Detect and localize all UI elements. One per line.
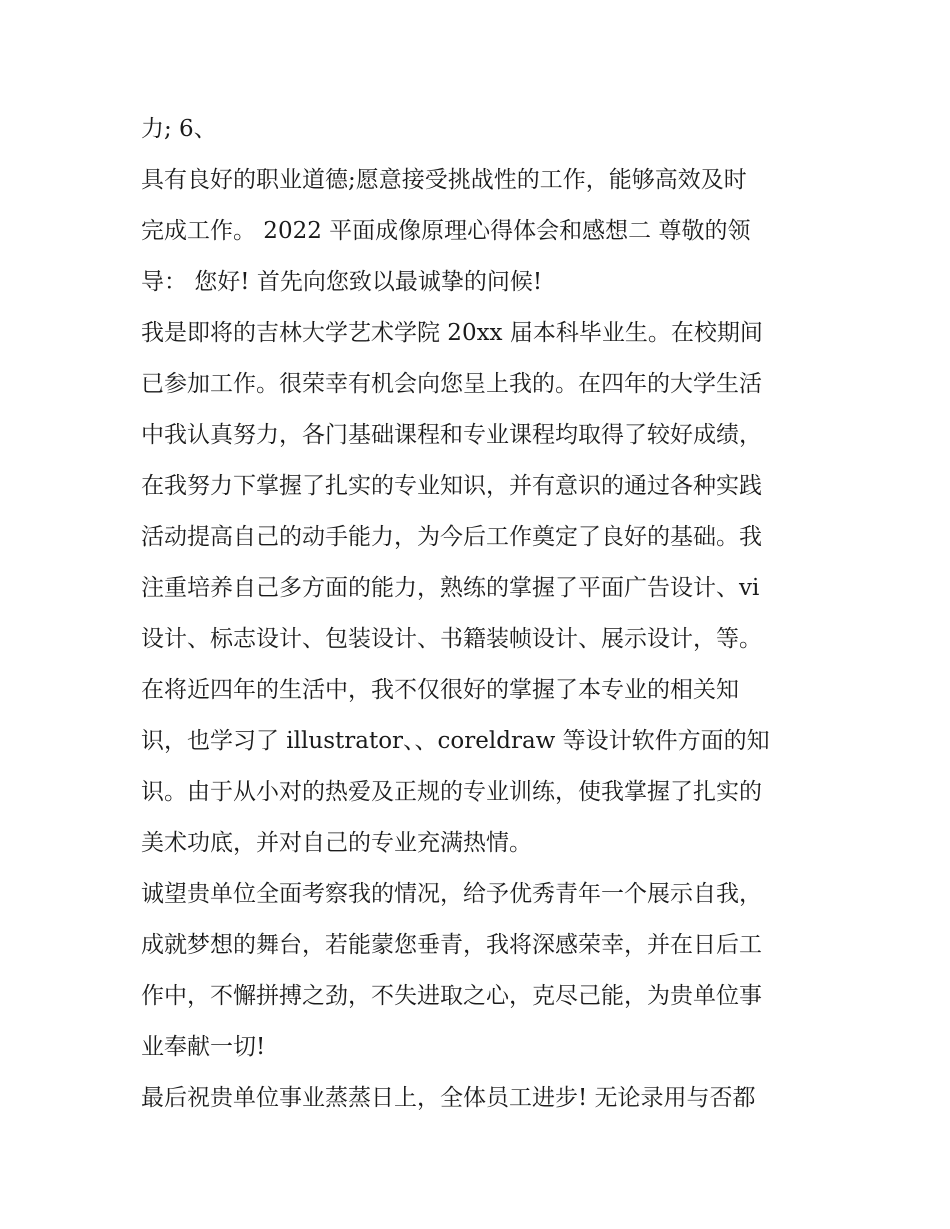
text-line: 我是即将的吉林大学艺术学院 20xx 届本科毕业生。在校期间	[141, 320, 763, 346]
text-line: 完成工作。 2022 平面成像原理心得体会和感想二 尊敬的领	[141, 218, 751, 244]
text-line: 已参加工作。很荣幸有机会向您呈上我的。在四年的大学生活	[141, 371, 762, 397]
text-line: 具有良好的职业道德;愿意接受挑战性的工作，能够高效及时	[141, 167, 747, 193]
text-line: 力; 6、	[141, 116, 217, 142]
text-line: 美术功底，并对自己的专业充满热情。	[141, 830, 532, 856]
text-line: 在我努力下掌握了扎实的专业知识，并有意识的通过各种实践	[141, 473, 762, 499]
text-line: 识。由于从小对的热爱及正规的专业训练，使我掌握了扎实的	[141, 779, 762, 805]
text-line: 成就梦想的舞台，若能蒙您垂青，我将深感荣幸，并在日后工	[141, 932, 762, 958]
text-line: 诚望贵单位全面考察我的情况，给予优秀青年一个展示自我，	[141, 881, 762, 907]
text-line: 注重培养自己多方面的能力，熟练的掌握了平面广告设计、vi	[141, 575, 760, 601]
text-line: 中我认真努力，各门基础课程和专业课程均取得了较好成绩，	[141, 422, 762, 448]
text-line: 在将近四年的生活中，我不仅很好的掌握了本专业的相关知	[141, 677, 739, 703]
text-line: 活动提高自己的动手能力，为今后工作奠定了良好的基础。我	[141, 524, 762, 550]
text-line: 业奉献一切!	[141, 1034, 266, 1060]
text-line: 设计、标志设计、包装设计、书籍装帧设计、展示设计，等。	[141, 626, 762, 652]
document-body	[141, 106, 821, 1126]
text-line: 作中，不懈拼搏之劲，不失进取之心，克尽己能，为贵单位事	[141, 983, 762, 1009]
text-line: 导： 您好! 首先向您致以最诚挚的问候!	[141, 269, 543, 295]
text-line: 识，也学习了 illustrator、、coreldraw 等设计软件方面的知	[141, 728, 770, 754]
text-line: 最后祝贵单位事业蒸蒸日上，全体员工进步! 无论录用与否都	[141, 1085, 756, 1111]
